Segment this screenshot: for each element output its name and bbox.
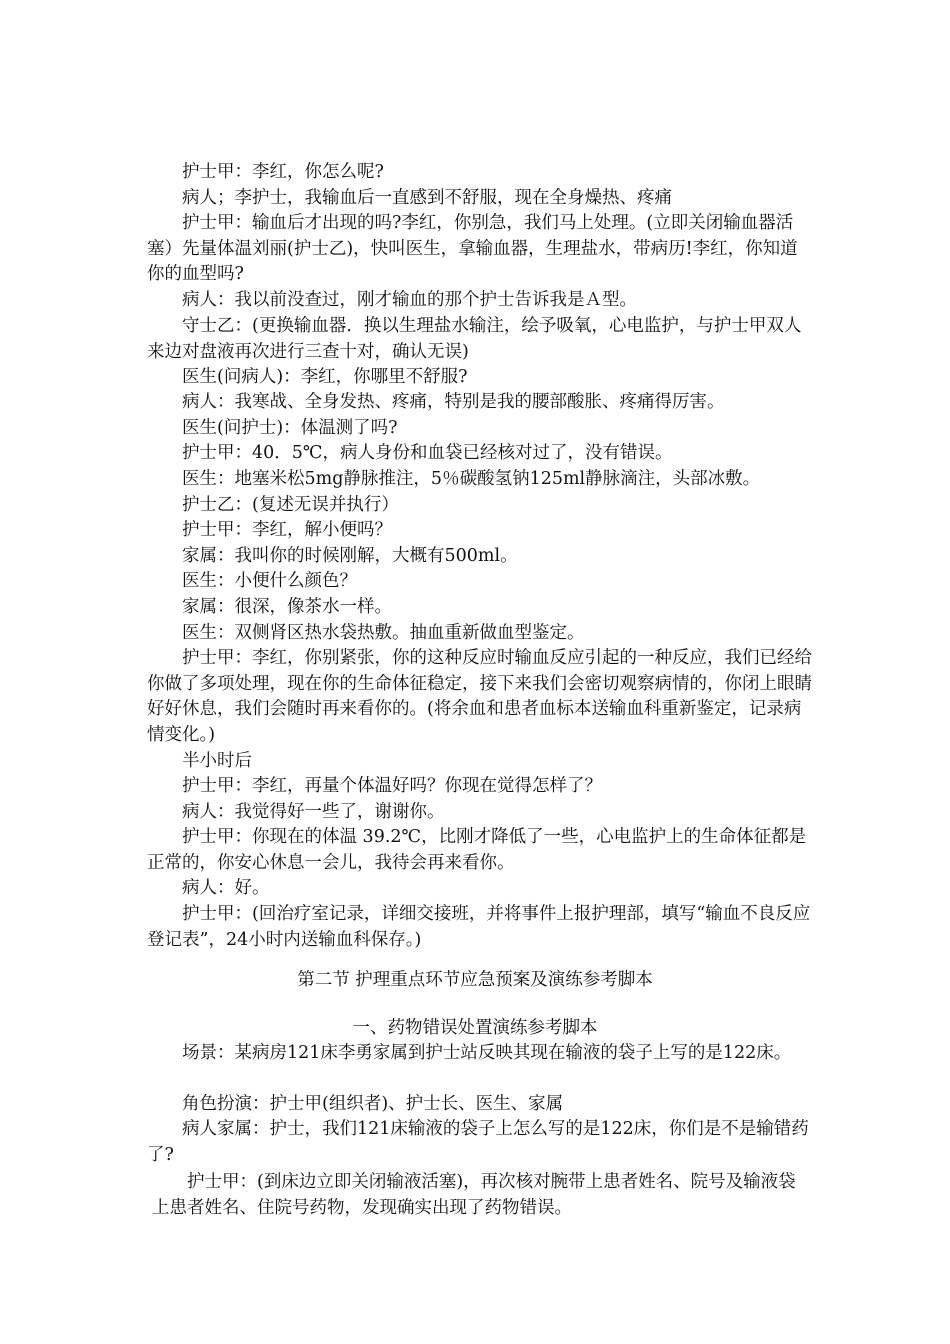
paragraph: 半小时后	[182, 751, 252, 771]
paragraph: 护士甲：(回治疗室记录，详细交接班，并将事件上报护理部，填写“输血不良反应登记表”，24小时内送输血科保存。)	[147, 904, 811, 950]
paragraph: 病人：我以前没查过，刚才输血的那个护士告诉我是Ａ型。	[182, 290, 637, 310]
paragraph: 病人：好。	[182, 878, 270, 898]
paragraph: 病人；李护士，我输血后一直感到不舒服，现在全身燥热、疼痛	[182, 188, 672, 208]
paragraph: 护士甲：40．5℃，病人身份和血袋已经核对过了，没有错误。	[182, 443, 673, 463]
paragraph: 护士甲：李红，解小便吗？	[182, 520, 392, 540]
paragraph: 角色扮演：护士甲(组织者)、护士长、医生、家属	[182, 1094, 564, 1114]
paragraph: 家属：我叫你的时候刚解，大概有500ml。	[182, 546, 518, 566]
paragraph: 医生：地塞米松5mg静脉推注，5％碳酸氢钠125ml静脉滴注，头部冰敷。	[182, 469, 761, 489]
paragraph: 场景：某病房121床李勇家属到护士站反映其现在输液的袋子上写的是122床。	[182, 1043, 792, 1063]
paragraph: 护士甲：李红，再量个体温好吗？你现在觉得怎样了？	[182, 776, 602, 796]
paragraph: 医生：小便什么颜色？	[182, 571, 357, 591]
paragraph: 病人：我觉得好一些了，谢谢你。	[182, 802, 445, 822]
paragraph: 护士甲：李红，你别紧张，你的这种反应时输血反应引起的一种反应，我们已经给你做了多项处理，现在你的生命体征稳定，接下来我们会密切观察病情的，你闭上眼睛好好休息，我们会随时再来看你的。(将余血和患者血标本送输血科重新鉴定，记录病情变化。)	[147, 648, 812, 745]
paragraph: 家属：很深，像茶水一样。	[182, 597, 392, 617]
paragraph: 护士甲：(到床边立即关闭输液活塞)，再次核对腕带上患者姓名、院号及输液袋上患者姓名、住院号药物，发现确实出现了药物错误。	[152, 1172, 796, 1218]
paragraph: 护士甲：李红，你怎么呢?	[182, 162, 384, 182]
paragraph: 守士乙：(更换输血器．换以生理盐水输注，绘予吸氧，心电监护，与护士甲双人来边对盘液再次进行三查十对，确认无误)	[147, 316, 802, 362]
subsection-heading: 一、药物错误处置演练参考脚本	[352, 1018, 598, 1038]
paragraph: 医生(问病人)：李红，你哪里不舒服?	[182, 367, 468, 387]
paragraph: 病人家属：护士，我们121床输液的袋子上怎么写的是122床，你们是不是输错药了?	[147, 1119, 809, 1165]
paragraph: 病人：我寒战、全身发热、疼痛，特别是我的腰部酸胀、疼痛得厉害。	[182, 392, 725, 412]
section-heading: 第二节 护理重点环节应急预案及演练参考脚本	[297, 970, 653, 990]
paragraph: 护士甲：你现在的体温 39.2℃，比刚才降低了一些，心电监护上的生命体征都是正常的，你安心休息一会儿，我待会再来看你。	[147, 827, 807, 873]
paragraph: 护士乙：(复述无误并执行）	[182, 495, 399, 515]
paragraph: 医生：双侧肾区热水袋热敷。抽血重新做血型鉴定。	[182, 623, 585, 643]
paragraph: 护士甲：输血后才出现的吗?李红，你别急，我们马上处理。(立即关闭输血器活塞）先量体温刘丽(护士乙)，快叫医生，拿输血器，生理盐水，带病历!李红，你知道你的血型吗?	[147, 213, 798, 285]
paragraph: 医生(问护士)：体温测了吗?	[182, 418, 398, 438]
